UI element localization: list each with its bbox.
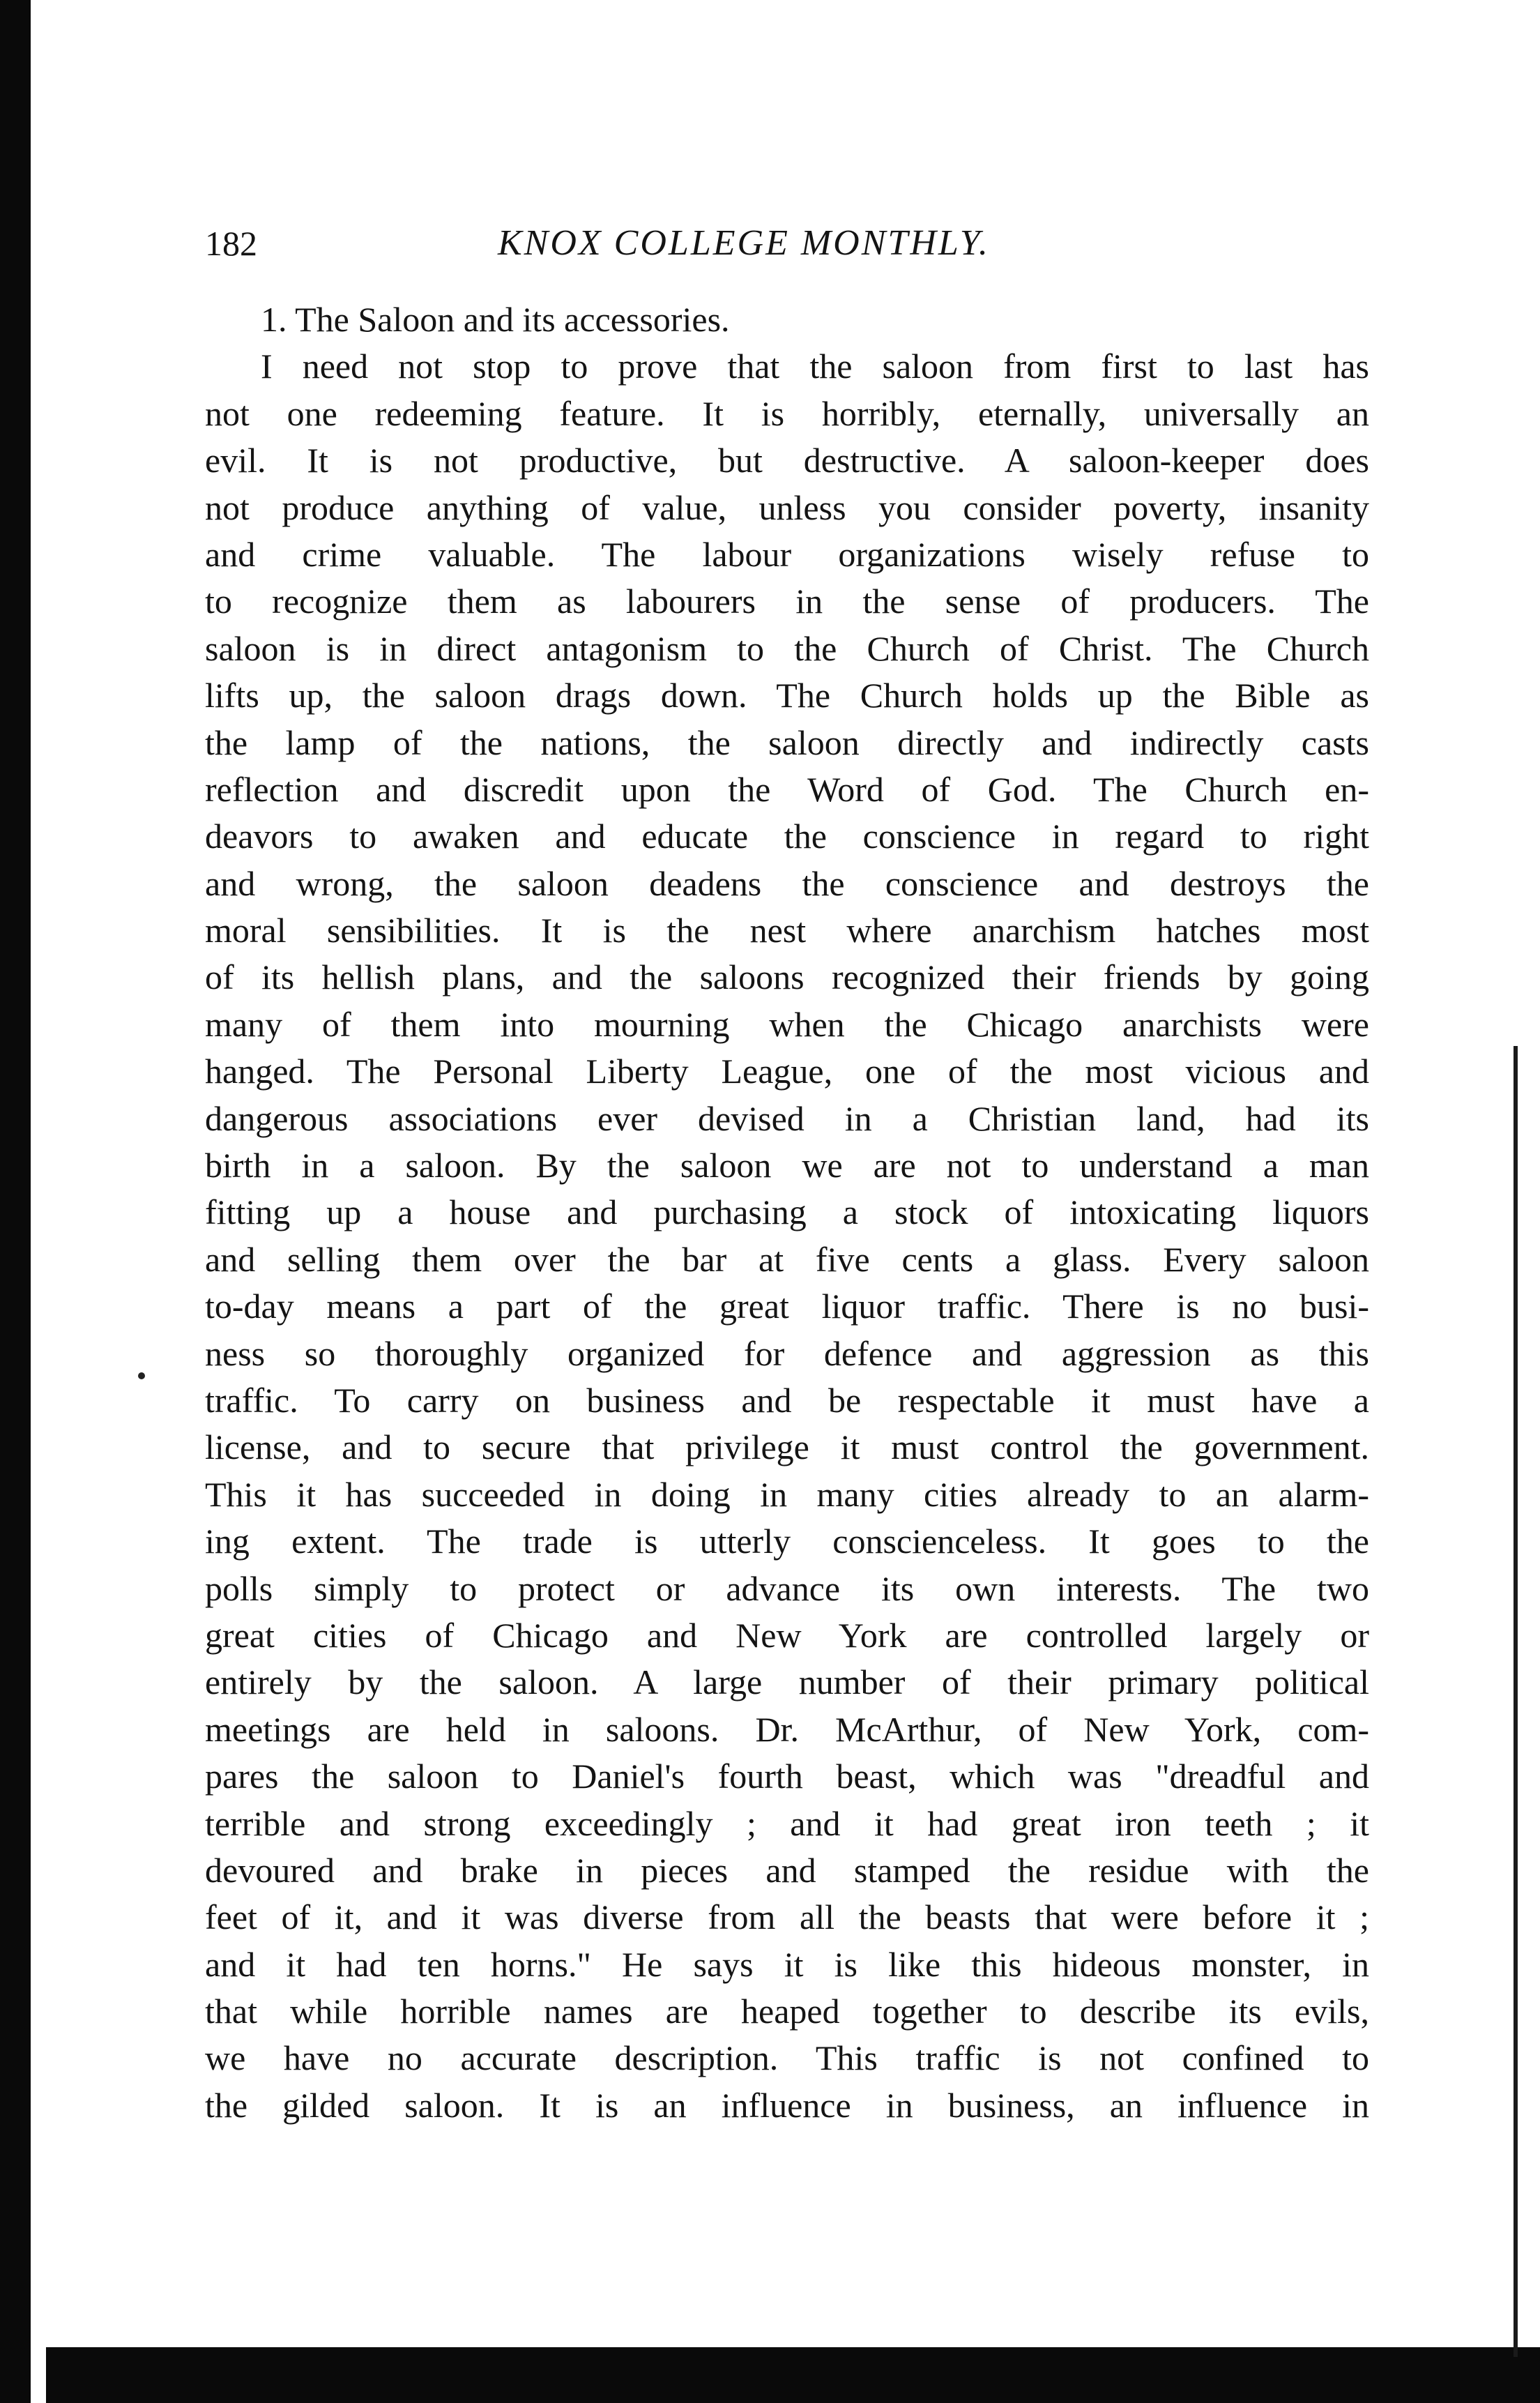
body-line: the gilded saloon. It is an influence in business, an influence in	[205, 2085, 1369, 2125]
body-line: many of them into mourning when the Chicago anarchists were	[205, 1004, 1369, 1044]
body-line: license, and to secure that privilege it must control the government.	[205, 1427, 1369, 1467]
body-line: birth in a saloon. By the saloon we are not to understand a man	[205, 1146, 1369, 1185]
body-line: not one redeeming feature. It is horribly, eternally, universally an	[205, 393, 1369, 433]
scan-right-edge-shadow	[1514, 1046, 1518, 2357]
body-line: traffic. To carry on business and be respectable it must have a	[205, 1380, 1369, 1420]
body-line: I need not stop to prove that the saloon from first to last has	[261, 347, 1369, 386]
body-line: we have no accurate description. This traffic is not confined to	[205, 2038, 1369, 2078]
body-line: moral sensibilities. It is the nest where anarchism hatches most	[205, 911, 1369, 950]
body-line: reflection and discredit upon the Word of God. The Church en-	[205, 769, 1369, 809]
running-title: KNOX COLLEGE MONTHLY.	[498, 223, 990, 263]
body-line: and crime valuable. The labour organizations wisely refuse to	[205, 534, 1369, 574]
body-line: to-day means a part of the great liquor traffic. There is no busi-	[205, 1287, 1369, 1326]
body-line: of its hellish plans, and the saloons recognized their friends by going	[205, 957, 1369, 997]
body-line: and selling them over the bar at five cents a glass. Every saloon	[205, 1239, 1369, 1279]
body-line: that while horrible names are heaped together to describe its evils,	[205, 1992, 1369, 2031]
body-line: and it had ten horns." He says it is like this hideous monster, in	[205, 1944, 1369, 1984]
body-line: lifts up, the saloon drags down. The Church holds up the Bible as	[205, 676, 1369, 715]
body-line: evil. It is not productive, but destructive. A saloon-keeper does	[205, 441, 1369, 480]
body-line: dangerous associations ever devised in a Christian land, had its	[205, 1098, 1369, 1138]
body-line: This it has succeeded in doing in many cities already to an alarm-	[205, 1474, 1369, 1514]
scan-bottom-edge-shadow	[46, 2347, 1540, 2403]
body-line: the lamp of the nations, the saloon directly and indirectly casts	[205, 722, 1369, 762]
scan-speck	[138, 1372, 145, 1379]
page-number: 182	[205, 224, 257, 263]
body-line: to recognize them as labourers in the sense of producers. The	[205, 582, 1369, 621]
body-line: terrible and strong exceedingly ; and it had great iron teeth ; it	[205, 1803, 1369, 1843]
body-line: hanged. The Personal Liberty League, one of the most vicious and	[205, 1052, 1369, 1091]
body-line: entirely by the saloon. A large number of their primary political	[205, 1662, 1369, 1702]
body-line: saloon is in direct antagonism to the Church of Christ. The Church	[205, 628, 1369, 668]
body-line: meetings are held in saloons. Dr. McArthur, of New York, com-	[205, 1709, 1369, 1749]
page-body	[205, 296, 1369, 2129]
scan-left-edge-shadow	[0, 0, 31, 2403]
section-heading: 1. The Saloon and its accessories.	[261, 300, 730, 339]
body-line: feet of it, and it was diverse from all the beasts that were before it ;	[205, 1897, 1369, 1937]
body-line: great cities of Chicago and New York are controlled largely or	[205, 1615, 1369, 1655]
body-line: devoured and brake in pieces and stamped the residue with the	[205, 1850, 1369, 1890]
body-line: pares the saloon to Daniel's fourth beast, which was "dreadful and	[205, 1757, 1369, 1796]
body-line: ing extent. The trade is utterly conscienceless. It goes to the	[205, 1522, 1369, 1561]
body-line: fitting up a house and purchasing a stock of intoxicating liquors	[205, 1192, 1369, 1232]
body-line: and wrong, the saloon deadens the conscience and destroys the	[205, 863, 1369, 903]
body-line: not produce anything of value, unless you consider poverty, insanity	[205, 487, 1369, 527]
body-line: ness so thoroughly organized for defence and aggression as this	[205, 1333, 1369, 1373]
page-header	[205, 219, 1369, 268]
body-line: polls simply to protect or advance its own interests. The two	[205, 1568, 1369, 1608]
body-line: deavors to awaken and educate the conscience in regard to right	[205, 817, 1369, 856]
